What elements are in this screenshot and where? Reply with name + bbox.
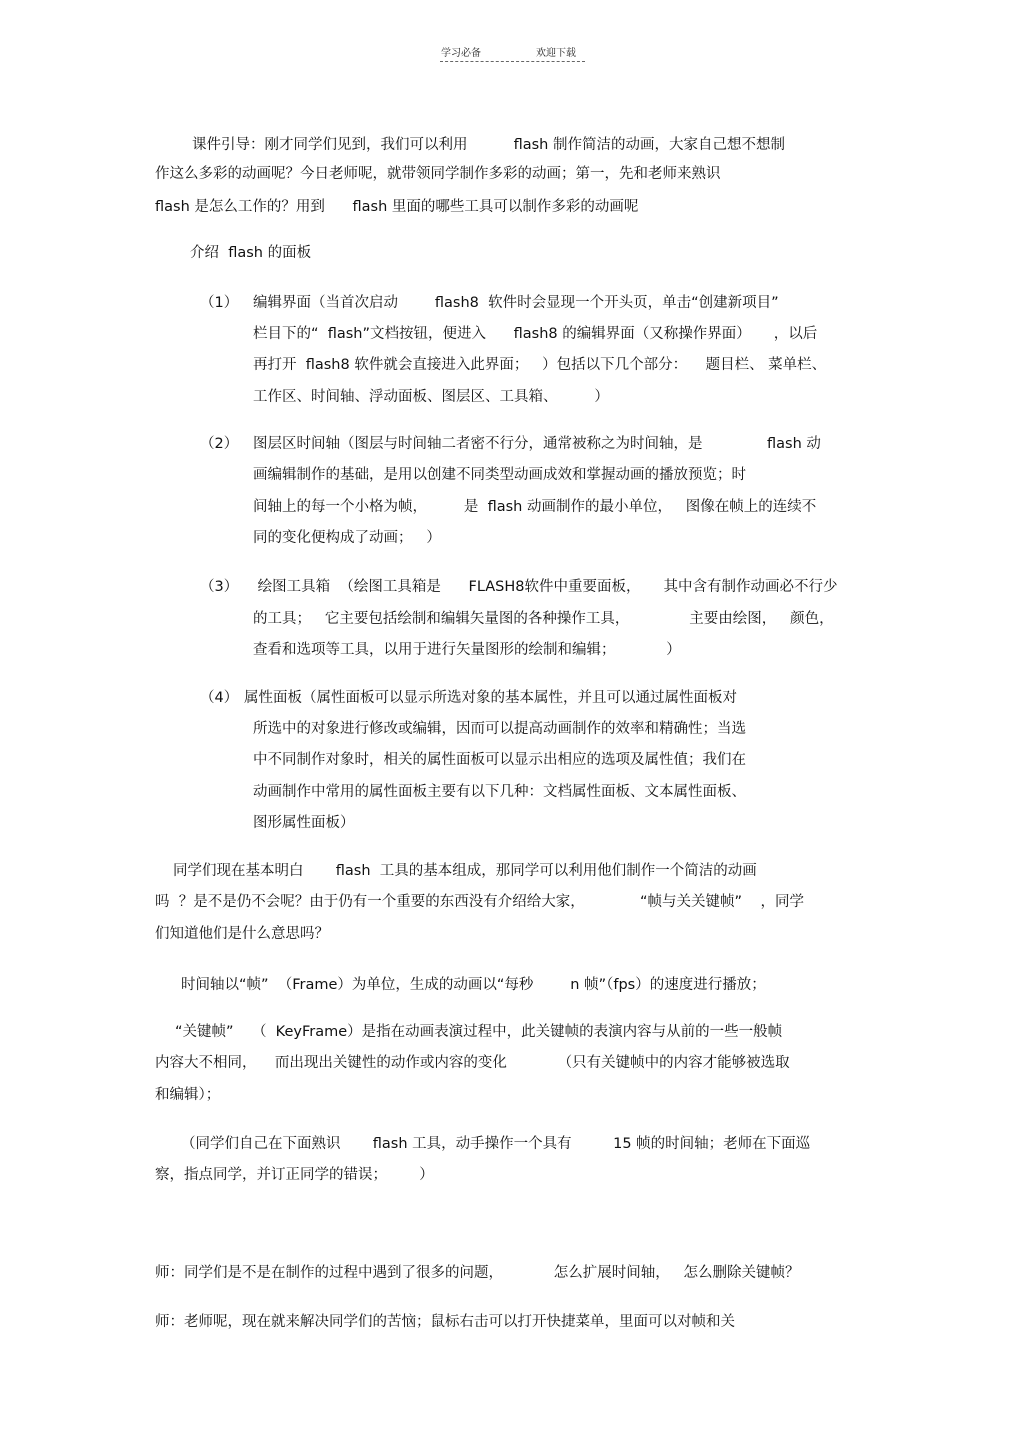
para-after-line-1: 同学们现在基本明白 flash 工具的基本组成，那同学可以利用他们制作一个简洁的动画 <box>173 863 757 879</box>
intro-line-3: flash 是怎么工作的？用到 flash 里面的哪些工具可以制作多彩的动画呢 <box>155 199 639 215</box>
item-2-line-3: 间轴上的每一个小格为帧， 是 flash 动画制作的最小单位， 图像在帧上的连续不 <box>253 499 817 515</box>
teacher-answer: 师：老师呢，现在就来解决同学们的苦恼；鼠标右击可以打开快捷菜单，里面可以对帧和关 <box>155 1314 735 1330</box>
teacher-question: 师：同学们是不是在制作的过程中遇到了很多的问题， 怎么扩展时间轴， 怎么删除关键帧？ <box>155 1265 800 1281</box>
item-1-number: （1） <box>200 295 239 311</box>
intro-line-1: 课件引导：刚才同学们见到，我们可以利用 flash 制作简洁的动画，大家自己想不想制 <box>192 137 785 153</box>
item-4-line-2: 所选中的对象进行修改或编辑，因而可以提高动画制作的效率和精确性；当选 <box>253 721 746 737</box>
item-2-number: （2） <box>200 436 239 452</box>
item-2-line-2: 画编辑制作的基础，是用以创建不同类型动画成效和掌握动画的播放预览；时 <box>253 467 746 483</box>
practice-line-2: 察，指点同学，并订正同学的错误； ） <box>155 1167 434 1183</box>
practice-line-1: （同学们自己在下面熟识 flash 工具，动手操作一个具有 15 帧的时间轴；老师在下面巡 <box>181 1136 811 1152</box>
para-after-line-2: 吗 ？是不是仍不会呢？由于仍有一个重要的东西没有介绍给大家， “帧与关关键帧” ，同学 <box>155 894 804 910</box>
item-3-line-1: 绘图工具箱 （绘图工具箱是 FLASH8软件中重要面板， 其中含有制作动画必不行少 <box>253 579 838 595</box>
header-right-text: 欢迎下载 <box>536 48 576 59</box>
item-1-line-4: 工作区、时间轴、浮动面板、图层区、工具箱、 ） <box>253 389 609 405</box>
header-divider <box>440 61 585 62</box>
item-1-line-3: 再打开 flash8 软件就会直接进入此界面； ）包括以下几个部分： 题目栏、 菜单栏、 <box>253 357 827 373</box>
item-4-line-5: 图形属性面板） <box>253 815 355 831</box>
header-left-text: 学习必备 <box>441 48 481 59</box>
item-3-number: （3） <box>200 579 239 595</box>
item-4-line-4: 动画制作中常用的属性面板主要有以下几种：文档属性面板、文本属性面板、 <box>253 784 746 800</box>
frame-definition: 时间轴以“帧” （Frame）为单位，生成的动画以“每秒 n 帧”（fps）的速度进行播放； <box>181 977 766 993</box>
keyframe-line-1: “关键帧” （ KeyFrame）是指在动画表演过程中，此关键帧的表演内容与从前的一些一般帧 <box>175 1024 783 1040</box>
item-3-line-2: 的工具； 它主要包括绘制和编辑矢量图的各种操作工具， 主要由绘图， 颜色， <box>253 611 834 627</box>
item-2-line-1: 图层区时间轴（图层与时间轴二者密不行分，通常被称之为时间轴，是 flash 动 <box>253 436 821 452</box>
keyframe-line-3: 和编辑）； <box>155 1087 221 1103</box>
intro-line-2: 作这么多彩的动画呢？今日老师呢，就带领同学制作多彩的动画；第一，先和老师来熟识 <box>155 166 721 182</box>
item-2-line-4: 同的变化便构成了动画； ） <box>253 530 441 546</box>
panel-heading: 介绍 flash 的面板 <box>190 245 312 261</box>
para-after-line-3: 们知道他们是什么意思吗？ <box>155 926 329 942</box>
item-3-line-3: 查看和选项等工具，以用于进行矢量图形的绘制和编辑； ） <box>253 642 681 658</box>
item-1-line-1: 编辑界面（当首次启动 flash8 软件时会显现一个开头页，单击“创建新项目” <box>253 295 779 311</box>
keyframe-line-2: 内容大不相同， 而出现出关键性的动作或内容的变化 （只有关键帧中的内容才能够被选取 <box>155 1055 790 1071</box>
item-4-line-3: 中不同制作对象时，相关的属性面板可以显示出相应的选项及属性值；我们在 <box>253 752 746 768</box>
item-4-number: （4） <box>200 690 239 706</box>
item-4-line-1: 属性面板（属性面板可以显示所选对象的基本属性，并且可以通过属性面板对 <box>244 690 737 706</box>
item-1-line-2: 栏目下的“ flash”文档按钮，便进入 flash8 的编辑界面（又称操作界面） ，以后 <box>253 326 818 342</box>
